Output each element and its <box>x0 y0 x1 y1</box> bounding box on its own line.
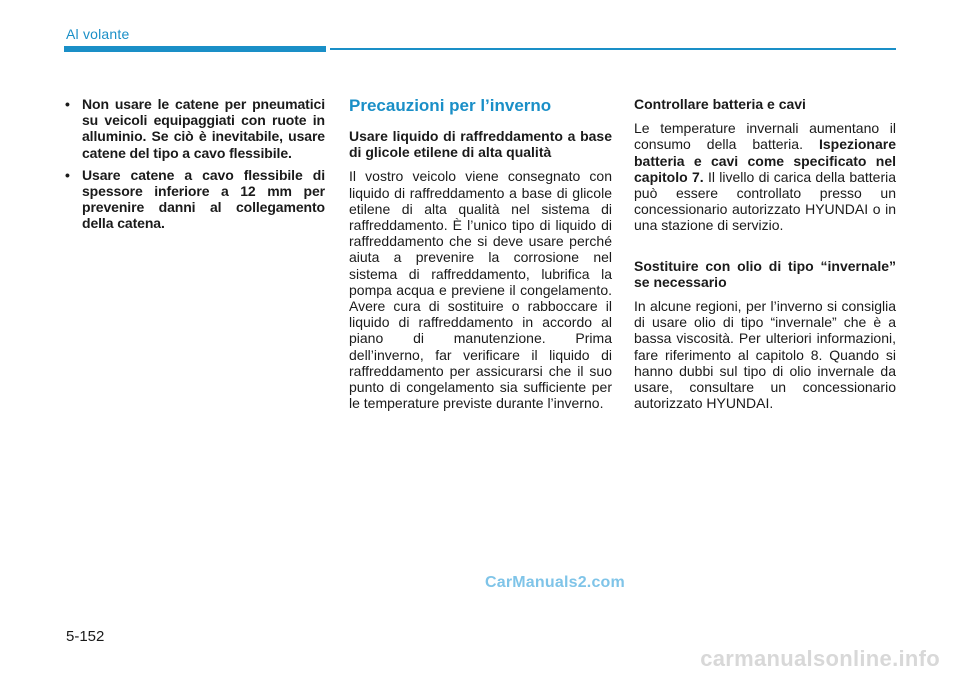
bullet-list <box>64 96 325 232</box>
battery-bold-text: Ispezionare batteria e cavi come specificato nel capitolo 7. <box>634 136 896 185</box>
bullet-text: Non usare le catene per pneumatici su veicoli equipaggiati con ruote in alluminio. Se ciò è inevitabile, usare catene del tipo a cavo flessibile. <box>82 96 325 161</box>
column-left <box>64 96 325 238</box>
header-rule-thick <box>64 46 326 52</box>
battery-paragraph <box>634 120 896 233</box>
site-watermark: carmanualsonline.info <box>700 646 940 671</box>
coolant-paragraph: Il vostro veicolo viene consegnato con liquido di raffreddamento a base di glicole etilene di alta qualità nel sistema di raffreddamento. È l’unico tipo di liquido di raffreddamento che si deve usare perché aiuta a prevenire la corrosione nel sistema di raffreddamento, lubrifica la pompa acqua e previene il congelamento. Avere cura di sostituire o rabboccare il liquido di raffreddamento in accordo al piano di manutenzione. Prima dell’inverno, far verificare il liquido di raffreddamento per assicurarsi che il suo punto di congelamento sia sufficiente per le temperature previste durante l’inverno. <box>349 168 612 412</box>
page-number: 5-152 <box>66 628 105 645</box>
column-middle <box>349 96 612 417</box>
bullet-item <box>64 96 325 161</box>
section-heading: Precauzioni per l’inverno <box>349 96 552 115</box>
battery-text: Le temperature invernali aumentano il consumo della batteria. <box>634 120 896 153</box>
oil-paragraph: In alcune regioni, per l’inverno si consiglia di usare olio di tipo “invernale” che è a bassa viscosità. Per ulteriori informazioni, fare riferimento al capitolo 8. Quando si hanno dubbi sul tipo di olio invernale da usare, consultare un concessionario autorizzato HYUNDAI. <box>634 298 896 412</box>
watermark-link[interactable]: CarManuals2.com <box>485 574 625 591</box>
section-title: Al volante <box>66 26 130 42</box>
bullet-dot-icon: • <box>65 166 70 183</box>
bullet-item <box>64 167 325 232</box>
battery-rest-text: Il livello di carica della batteria può essere controllato presso un concessionario autorizzato HYUNDAI o in una stazione di servizio. <box>634 168 897 234</box>
column-right <box>634 96 896 417</box>
subheading-battery: Controllare batteria e cavi <box>634 96 806 112</box>
header-rule-thin <box>330 48 896 50</box>
subheading-oil: Sostituire con olio di tipo “invernale” se necessario <box>634 257 896 290</box>
bullet-text: Usare catene a cavo flessibile di spessore inferiore a 12 mm per prevenire danni al collegamento della catena. <box>82 166 325 232</box>
bullet-dot-icon: • <box>65 96 70 112</box>
subheading-coolant: Usare liquido di raffreddamento a base di glicole etilene di alta qualità <box>349 128 612 161</box>
